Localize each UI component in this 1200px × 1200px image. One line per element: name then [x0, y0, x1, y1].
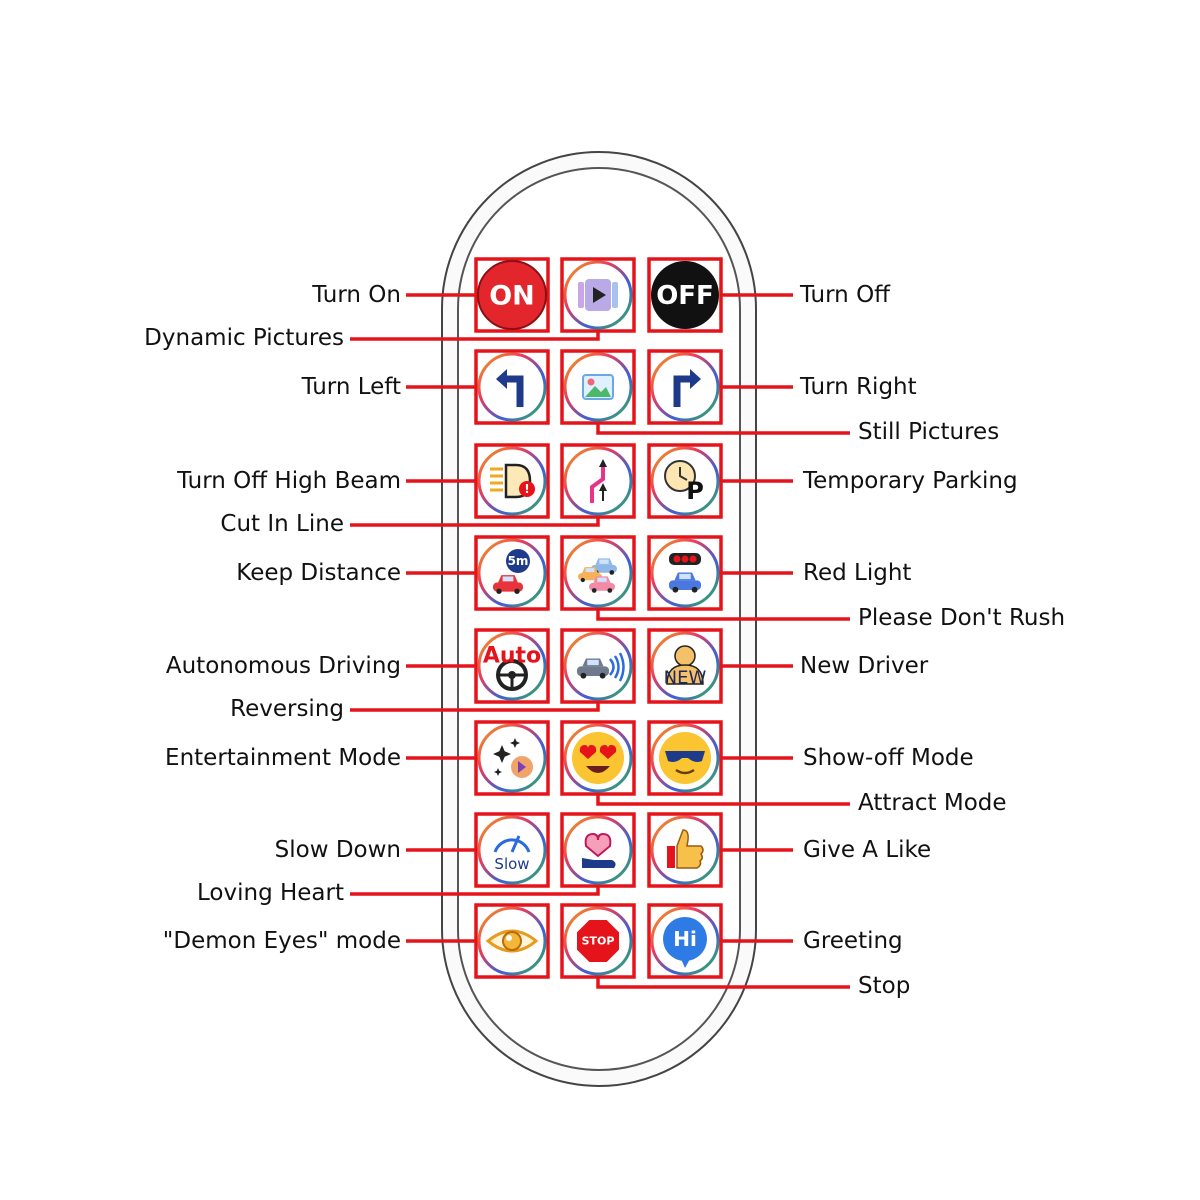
- remote-button-1[interactable]: [476, 259, 548, 331]
- remote-button-15[interactable]: [649, 630, 721, 702]
- remote-button-21[interactable]: [649, 814, 721, 886]
- svg-text:5m: 5m: [507, 554, 529, 568]
- button-label: Still Pictures: [858, 419, 1000, 445]
- button-label: Turn Right: [800, 374, 917, 400]
- remote-button-2[interactable]: [562, 259, 634, 331]
- distance-car-icon: [479, 540, 545, 606]
- remote-button-7[interactable]: [476, 445, 548, 517]
- remote-button-14[interactable]: [562, 630, 634, 702]
- button-label: Turn Off: [800, 282, 891, 308]
- svg-text:P: P: [686, 477, 704, 505]
- hi-bubble-icon: [652, 908, 718, 974]
- button-label: Red Light: [803, 560, 912, 586]
- remote-button-16[interactable]: [476, 722, 548, 794]
- button-label: Greeting: [803, 928, 903, 954]
- button-label: New Driver: [800, 653, 929, 679]
- remote-button-11[interactable]: [562, 537, 634, 609]
- turn-right-arrow-icon: [652, 354, 718, 420]
- off-icon: [651, 261, 719, 329]
- picture-icon: [565, 354, 631, 420]
- svg-text:Hi: Hi: [673, 927, 697, 951]
- svg-text:STOP: STOP: [581, 934, 615, 948]
- button-label: Attract Mode: [858, 790, 1007, 816]
- remote-button-10[interactable]: [476, 537, 548, 609]
- svg-text:Auto: Auto: [482, 643, 542, 669]
- remote-button-6[interactable]: [649, 351, 721, 423]
- svg-text:!: !: [524, 482, 530, 496]
- remote-button-5[interactable]: [562, 351, 634, 423]
- play-icon: [565, 262, 631, 328]
- remote-button-3[interactable]: [649, 259, 721, 331]
- button-label: Stop: [858, 973, 911, 999]
- new-driver-icon: [652, 633, 718, 699]
- speedometer-icon: [479, 817, 545, 883]
- button-label: Give A Like: [803, 837, 932, 863]
- heart-hand-icon: [565, 817, 631, 883]
- svg-text:ON: ON: [489, 280, 535, 312]
- thumbs-up-icon: [652, 817, 718, 883]
- svg-text:Slow: Slow: [494, 855, 530, 873]
- remote-button-9[interactable]: [649, 445, 721, 517]
- remote-button-8[interactable]: [562, 445, 634, 517]
- remote-button-23[interactable]: [562, 905, 634, 977]
- traffic-jam-icon: [565, 540, 631, 606]
- button-label: Dynamic Pictures: [144, 325, 344, 351]
- remote-button-17[interactable]: [562, 722, 634, 794]
- steering-wheel-icon: [479, 633, 545, 699]
- button-label: Autonomous Driving: [165, 653, 401, 679]
- sparkle-music-icon: [479, 725, 545, 791]
- svg-text:OFF: OFF: [656, 281, 714, 311]
- remote-button-24[interactable]: [649, 905, 721, 977]
- button-label: Reversing: [230, 696, 344, 722]
- button-label: Entertainment Mode: [165, 745, 401, 771]
- button-label: Turn Left: [301, 374, 401, 400]
- heart-eyes-emoji-icon: [565, 725, 631, 791]
- button-label: Please Don't Rush: [858, 605, 1066, 631]
- reversing-car-icon: [565, 633, 631, 699]
- remote-button-13[interactable]: [476, 630, 548, 702]
- turn-left-arrow-icon: [479, 354, 545, 420]
- parking-clock-icon: [652, 448, 718, 514]
- button-label: Temporary Parking: [803, 468, 1018, 494]
- remote-button-18[interactable]: [649, 722, 721, 794]
- button-label: Cut In Line: [220, 511, 344, 537]
- sunglasses-emoji-icon: [652, 725, 718, 791]
- button-label: Slow Down: [274, 837, 401, 863]
- button-label: "Demon Eyes" mode: [162, 928, 401, 954]
- traffic-light-car-icon: [652, 540, 718, 606]
- on-icon: [478, 261, 546, 329]
- button-label: Turn Off High Beam: [177, 468, 401, 494]
- stop-sign-icon: [565, 908, 631, 974]
- button-label: Loving Heart: [197, 880, 344, 906]
- button-label: Turn On: [312, 282, 401, 308]
- remote-button-19[interactable]: [476, 814, 548, 886]
- lane-merge-icon: [565, 448, 631, 514]
- remote-button-20[interactable]: [562, 814, 634, 886]
- remote-button-22[interactable]: [476, 905, 548, 977]
- svg-text:NEW: NEW: [663, 667, 707, 689]
- remote-button-12[interactable]: [649, 537, 721, 609]
- high-beam-icon: [479, 448, 545, 514]
- eye-icon: [479, 908, 545, 974]
- remote-button-4[interactable]: [476, 351, 548, 423]
- button-label: Keep Distance: [236, 560, 401, 586]
- button-label: Show-off Mode: [803, 745, 974, 771]
